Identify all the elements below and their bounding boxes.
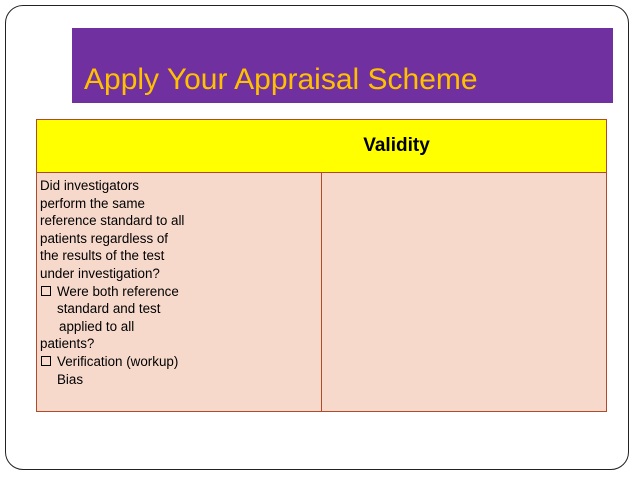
slide-title: Apply Your Appraisal Scheme [84,63,478,96]
criteria-text [37,173,321,388]
question-line: patients regardless of [40,230,169,246]
question-line: Did investigators [40,178,139,193]
question-line: under investigation? [40,265,160,281]
checkbox-icon [41,356,51,366]
bullet-text: standard and test [57,301,161,317]
answer-cell [322,173,607,412]
bullet-text: patients? [40,336,95,352]
checkbox-icon [41,286,51,296]
question-line: perform the same [40,195,145,211]
title-bar [72,28,613,103]
bullet-text: applied to all [59,318,135,334]
bullet-item [40,353,318,371]
bullet-item [40,283,318,301]
header-cell: Validity [37,120,607,173]
table-header-row [37,120,607,173]
question-line: reference standard to all [40,213,185,229]
bullet-text: Were both reference [57,283,179,299]
criteria-cell [37,173,322,412]
bullet-text: Bias [57,371,84,387]
slide [5,5,629,470]
validity-table [36,119,607,412]
question-line: the results of the test [40,248,165,264]
bullet-text: Verification (workup) [57,353,179,369]
table-body-row [37,173,607,412]
